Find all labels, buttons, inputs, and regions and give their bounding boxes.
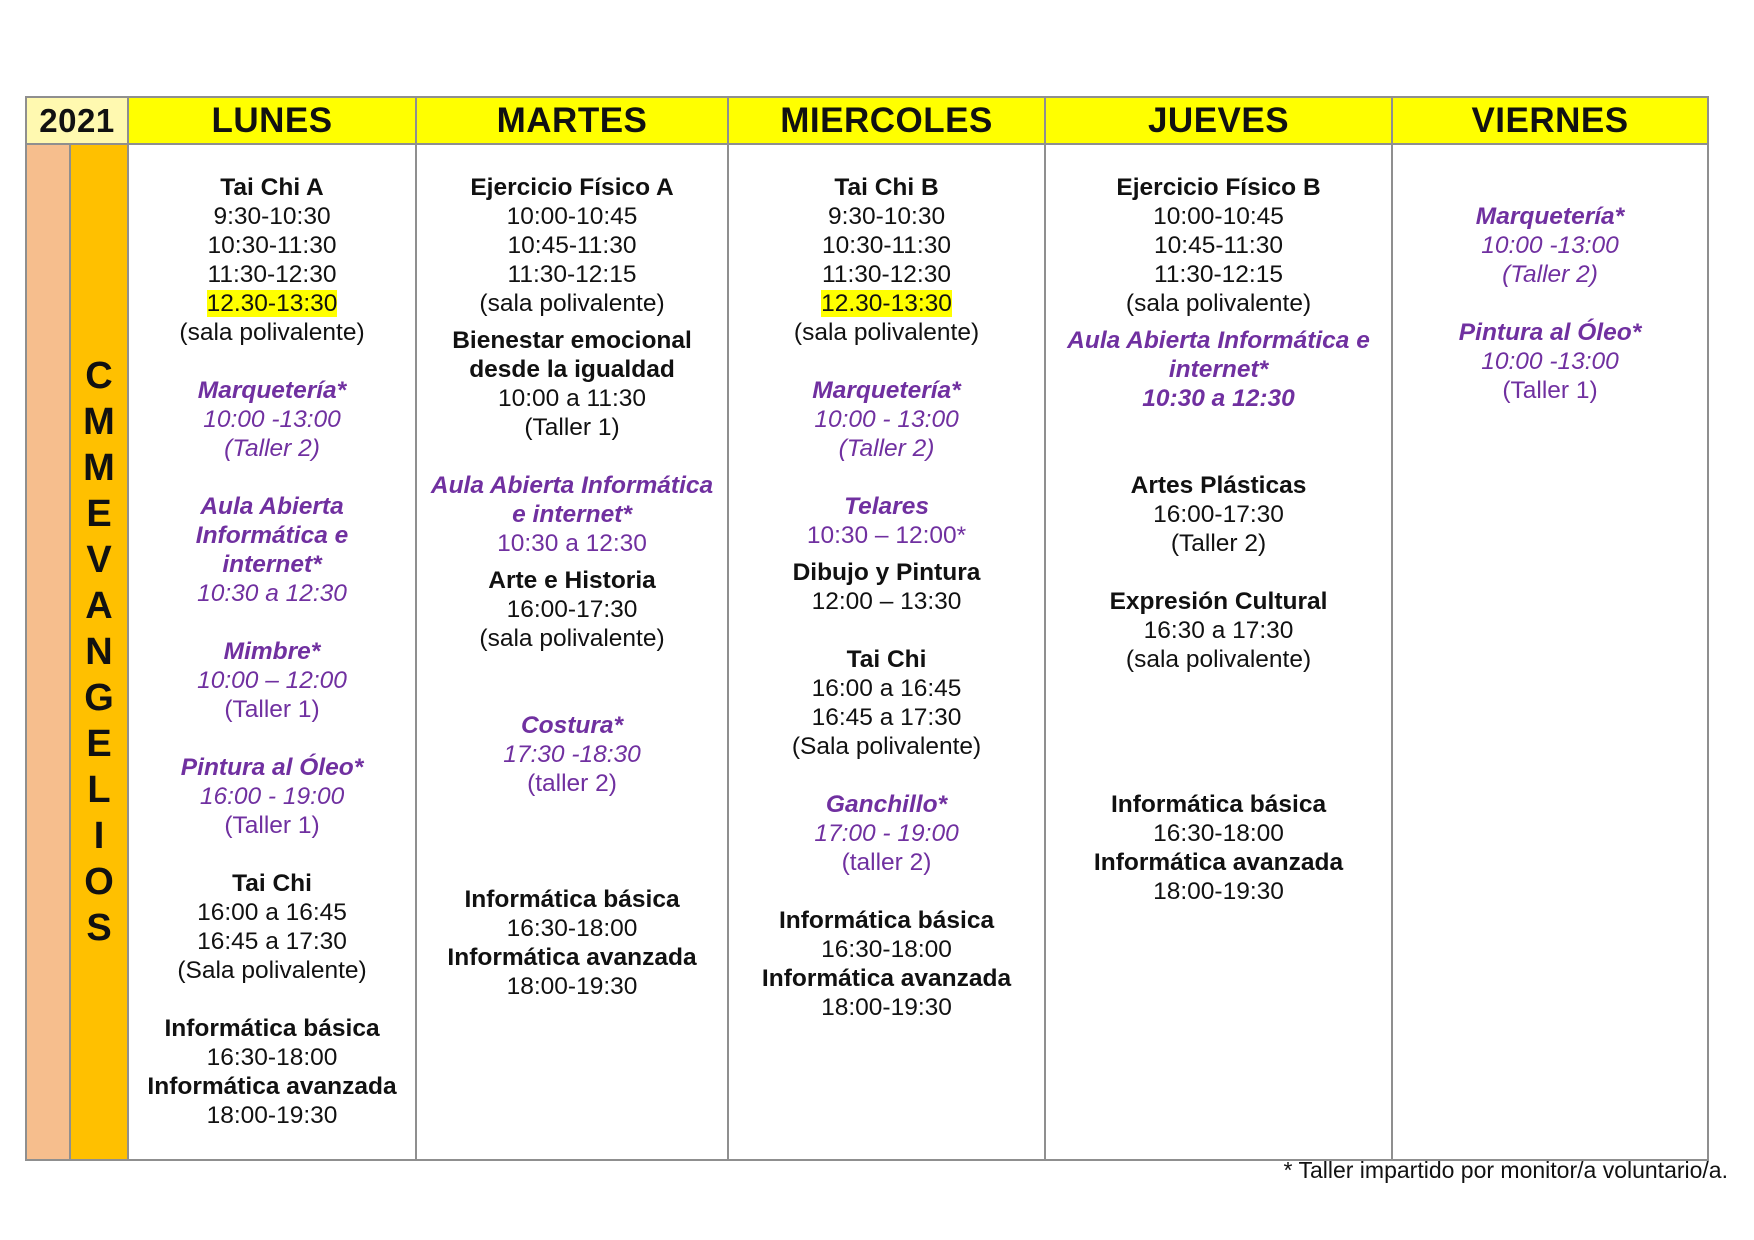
activity-room: (sala polivalente) <box>179 319 365 346</box>
activity-room: (Taller 1) <box>524 414 620 441</box>
activity-room: (sala polivalente) <box>793 319 980 346</box>
activity-time: 10:00 - 13:00 <box>814 406 959 433</box>
side-letter: S <box>86 907 112 949</box>
activity-time: 11:30-12:15 <box>507 261 637 288</box>
activity-title: Dibujo y Pintura <box>792 559 981 586</box>
activity-title: Informática básica <box>778 907 995 934</box>
activity-title: Tai Chi <box>846 646 927 673</box>
activity-time: 16:00 a 16:45 <box>811 675 962 702</box>
activity-title: Arte e Historia <box>488 567 656 594</box>
side-letter: M <box>83 401 115 443</box>
activity-time: 16:00 a 16:45 <box>197 899 347 926</box>
activity-title: Informática básica <box>164 1015 380 1042</box>
activity-time: 10:30 a 12:30 <box>497 530 647 557</box>
activity-room: (sala polivalente) <box>1125 646 1312 673</box>
activity-room: (Sala polivalente) <box>791 733 982 760</box>
activity-time: 9:30-10:30 <box>827 203 946 230</box>
activity-time: 10:45-11:30 <box>1154 232 1283 259</box>
year-header: 2021 <box>26 97 128 144</box>
activity-title: Informática e <box>195 522 349 549</box>
activity-marqueteria <box>729 376 1044 463</box>
activity-time: 10:30 a 12:30 <box>1142 385 1295 412</box>
activity-title: Bienestar emocional <box>452 327 692 354</box>
activity-title: Ejercicio Físico B <box>1116 174 1321 201</box>
activity-title: Pintura al Óleo* <box>1458 319 1642 346</box>
activity-time: 16:00-17:30 <box>506 596 638 623</box>
activity-informatica <box>129 1014 415 1130</box>
activity-room: (sala polivalente) <box>479 625 665 652</box>
activity-title: Informática básica <box>1110 791 1327 818</box>
activity-room: (Taller 2) <box>1502 261 1598 288</box>
activity-title: Tai Chi <box>232 870 312 897</box>
activity-time: 10:30-11:30 <box>822 232 951 259</box>
side-letter: I <box>93 815 105 857</box>
day-header-miercoles: MIERCOLES <box>728 97 1045 144</box>
activity-title: Aula Abierta Informática e <box>1067 327 1370 354</box>
activity-time: 18:00-19:30 <box>506 973 638 1000</box>
activity-time: 10:30-11:30 <box>207 232 337 259</box>
activity-time: 10:00 -13:00 <box>203 406 341 433</box>
activity-aula-abierta <box>129 492 415 608</box>
activity-aula-abierta <box>1046 326 1391 413</box>
activity-title: Costura* <box>520 712 624 739</box>
activity-title: Marquetería* <box>197 377 347 404</box>
activity-costura <box>417 711 727 798</box>
activity-time: 11:30-12:30 <box>207 261 337 288</box>
side-letter: A <box>85 585 113 627</box>
day-header-viernes: VIERNES <box>1392 97 1708 144</box>
activity-time: 16:30-18:00 <box>821 936 952 963</box>
day-header-lunes: LUNES <box>128 97 416 144</box>
schedule-body-row <box>26 144 1708 1160</box>
day-column-jueves <box>1045 144 1392 1160</box>
activity-time: 18:00-19:30 <box>1153 878 1284 905</box>
day-column-viernes <box>1392 144 1708 1160</box>
activity-time: 10:00-10:45 <box>506 203 638 230</box>
side-letter: G <box>84 677 114 719</box>
day-column-lunes <box>128 144 416 1160</box>
activity-pintura-oleo <box>129 753 415 840</box>
activity-title: Ejercicio Físico A <box>470 174 674 201</box>
activity-aula-abierta <box>417 471 727 558</box>
activity-ejercicio-fisico-b <box>1046 173 1391 318</box>
activity-marqueteria <box>1393 202 1707 289</box>
activity-time: 16:30 a 17:30 <box>1143 617 1294 644</box>
activity-title: desde la igualdad <box>469 356 675 383</box>
activity-title: Marquetería* <box>812 377 961 404</box>
activity-title: Pintura al Óleo* <box>180 754 364 781</box>
activity-title: Artes Plásticas <box>1130 472 1307 499</box>
activity-time: 16:30-18:00 <box>206 1044 338 1071</box>
activity-time: 10:00-10:45 <box>1153 203 1284 230</box>
activity-time: 17:30 -18:30 <box>503 741 641 768</box>
activity-time: 16:45 a 17:30 <box>197 928 347 955</box>
activity-title: Informática avanzada <box>447 944 697 971</box>
activity-title: Informática avanzada <box>761 965 1012 992</box>
activity-informatica <box>1046 790 1391 906</box>
activity-time: 10:45-11:30 <box>507 232 637 259</box>
side-letter: N <box>85 631 113 673</box>
activity-time: 16:30-18:00 <box>506 915 638 942</box>
activity-time: 16:00 - 19:00 <box>199 783 345 810</box>
activity-room: (taller 2) <box>527 770 617 797</box>
day-header-martes: MARTES <box>416 97 728 144</box>
highlighted-time: 12.30-13:30 <box>206 290 338 317</box>
activity-title: Tai Chi B <box>834 174 939 201</box>
activity-time: 10:00 a 11:30 <box>497 385 647 412</box>
activity-title: Ganchillo* <box>825 791 948 818</box>
schedule-table <box>25 96 1709 1161</box>
activity-room: (sala polivalente) <box>479 290 665 317</box>
activity-title: Informática avanzada <box>1093 849 1344 876</box>
activity-title: Aula Abierta <box>200 493 344 520</box>
activity-title: Aula Abierta Informática <box>430 472 714 499</box>
activity-tai-chi <box>729 645 1044 761</box>
activity-dibujo-pintura <box>729 558 1044 616</box>
activity-room: (Taller 2) <box>838 435 935 462</box>
side-letter: O <box>84 861 114 903</box>
activity-time: 11:30-12:15 <box>1154 261 1283 288</box>
activity-room: (Sala polivalente) <box>177 957 367 984</box>
activity-title: Telares <box>844 493 929 520</box>
side-letter: V <box>86 539 112 581</box>
activity-title: Mimbre* <box>223 638 321 665</box>
activity-time: 10:00 -13:00 <box>1481 348 1619 375</box>
activity-arte-historia <box>417 566 727 653</box>
header-row <box>26 97 1708 144</box>
activity-title: Informática básica <box>464 886 680 913</box>
activity-time: 10:30 a 12:30 <box>197 580 347 607</box>
side-letter: E <box>86 493 112 535</box>
day-column-martes <box>416 144 728 1160</box>
activity-tai-chi-a <box>129 173 415 347</box>
footnote: * Taller impartido por monitor/a voluntario/a. <box>1283 1157 1728 1183</box>
side-strip-orange <box>26 144 70 1160</box>
activity-time: 18:00-19:30 <box>821 994 952 1021</box>
activity-time: 16:00-17:30 <box>1153 501 1284 528</box>
activity-time: 10:30 – 12:00* <box>806 522 967 549</box>
activity-time: 10:00 -13:00 <box>1481 232 1619 259</box>
activity-bienestar <box>417 326 727 442</box>
activity-tai-chi <box>129 869 415 985</box>
activity-title: Expresión Cultural <box>1109 588 1328 615</box>
activity-telares <box>729 492 1044 550</box>
activity-tai-chi-b <box>729 173 1044 347</box>
activity-title: internet* <box>1168 356 1269 383</box>
activity-time: 16:30-18:00 <box>1153 820 1284 847</box>
side-letter: C <box>85 355 113 397</box>
side-strip-label <box>70 144 128 1160</box>
activity-mimbre <box>129 637 415 724</box>
activity-room: (taller 2) <box>841 849 932 876</box>
activity-ganchillo <box>729 790 1044 877</box>
activity-informatica <box>417 885 727 1001</box>
activity-room: (Taller 1) <box>224 696 320 723</box>
vertical-center-name <box>71 353 127 951</box>
side-letter: M <box>83 447 115 489</box>
activity-title: internet* <box>222 551 322 578</box>
activity-room: (Taller 2) <box>224 435 320 462</box>
activity-title: Informática avanzada <box>147 1073 397 1100</box>
activity-pintura-oleo <box>1393 318 1707 405</box>
activity-expresion-cultural <box>1046 587 1391 674</box>
side-letter: L <box>87 769 111 811</box>
activity-time: 17:00 - 19:00 <box>814 820 959 847</box>
activity-room: (Taller 1) <box>1502 377 1598 404</box>
day-header-jueves: JUEVES <box>1045 97 1392 144</box>
activity-artes-plasticas <box>1046 471 1391 558</box>
activity-room: (sala polivalente) <box>1125 290 1312 317</box>
activity-title: Tai Chi A <box>220 174 324 201</box>
activity-time: 18:00-19:30 <box>206 1102 338 1129</box>
activity-time: 11:30-12:30 <box>822 261 951 288</box>
side-letter: E <box>86 723 112 765</box>
activity-time: 10:00 – 12:00 <box>197 667 347 694</box>
activity-time: 16:45 a 17:30 <box>811 704 962 731</box>
highlighted-time: 12.30-13:30 <box>821 290 952 317</box>
activity-title: e internet* <box>512 501 632 528</box>
activity-room: (Taller 1) <box>224 812 320 839</box>
day-column-miercoles <box>728 144 1045 1160</box>
activity-time: 12:00 – 13:30 <box>811 588 962 615</box>
activity-ejercicio-fisico-a <box>417 173 727 318</box>
activity-room: (Taller 2) <box>1170 530 1267 557</box>
activity-time: 9:30-10:30 <box>213 203 331 230</box>
activity-informatica <box>729 906 1044 1022</box>
activity-marqueteria <box>129 376 415 463</box>
activity-title: Marquetería* <box>1475 203 1625 230</box>
